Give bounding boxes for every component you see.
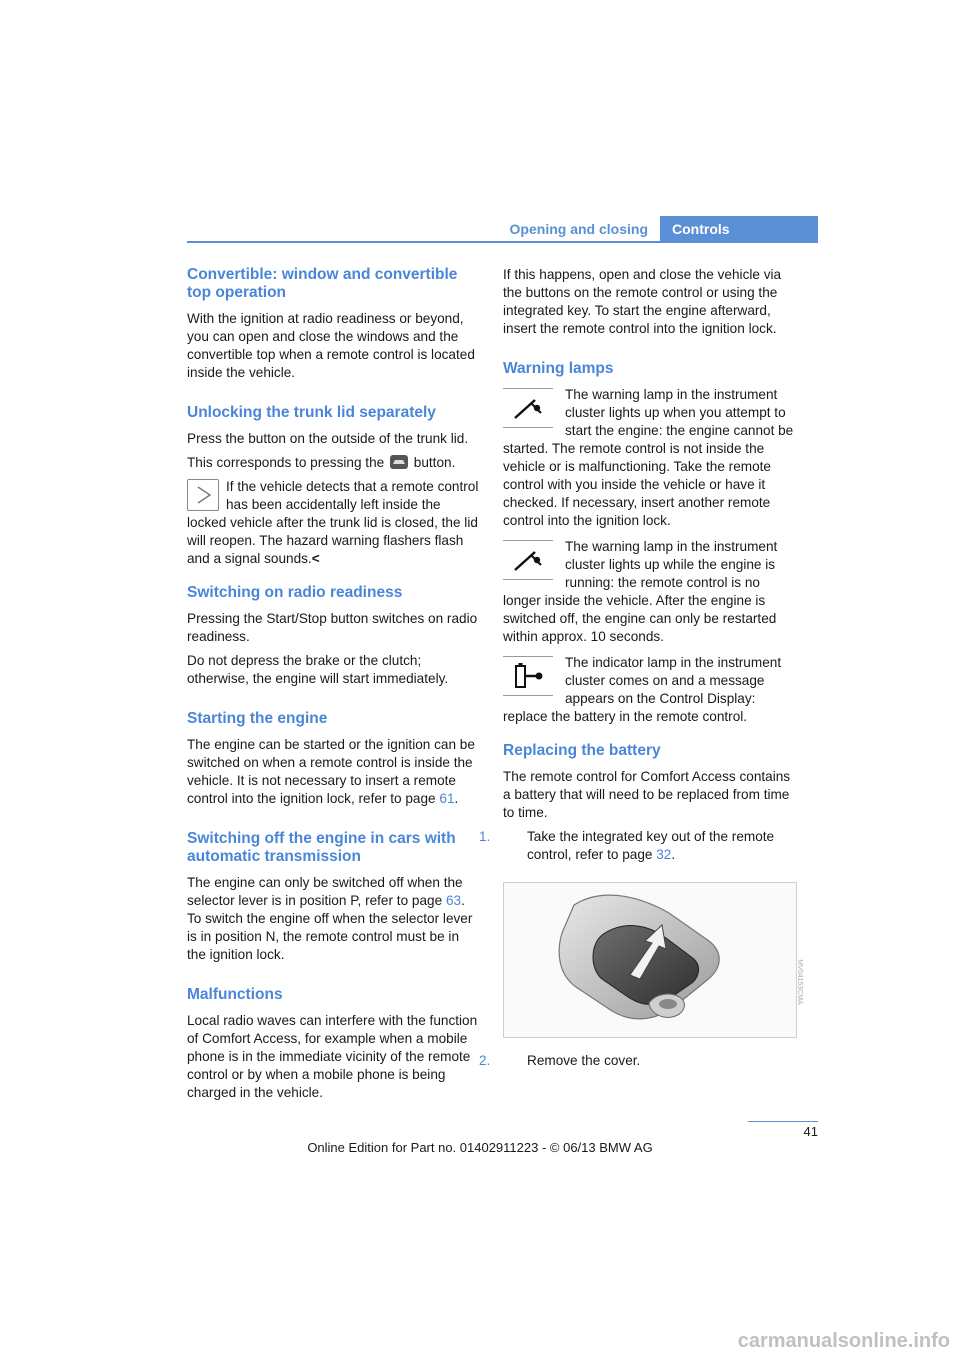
page-number: 41 [803,1124,818,1139]
text: . [671,847,676,862]
text: Remove the cover. [527,1053,641,1068]
site-watermark: carmanualsonline.info [737,1330,950,1352]
paragraph: Pressing the Start/Stop button switches on radio readiness. [187,611,478,644]
text: The engine can only be switched off when the selector lever is in position P, refer to page [187,875,463,908]
paragraph [187,736,479,808]
footer-text: Online Edition for Part no. 01402911223 - © 06/13 BMW AG [307,1140,653,1155]
header-section-label: Opening and closing [509,221,648,237]
heading-trunk-lid: Unlocking the trunk lid separately [187,404,436,421]
page-link[interactable]: 63 [445,893,462,908]
paragraph [187,454,479,472]
step-item [479,828,795,864]
step-item [479,1052,795,1070]
key-warning-icon [503,540,553,580]
image-id: MV04153CMA [796,959,804,1005]
key-battery-icon [503,656,553,696]
page-number-rule [748,1121,818,1122]
warning-text: The warning lamp in the instrument cluster lights up when you attempt to start the engine: the engine cannot be started. The remote control is not inside the vehicle or is malfunctioning. Take the remote control with you inside the vehicle or have it checked. If necessary, insert another remote control into the ignition lock. [503,387,794,528]
heading-starting-engine: Starting the engine [187,710,328,727]
paragraph: The remote control for Comfort Access contains a battery that will need to be replaced from time to time. [503,769,791,820]
step-number: 1. [479,829,491,844]
note-end-mark: < [311,551,320,566]
note-text: If the vehicle detects that a remote control has been accidentally left inside the locked vehicle after the trunk lid is closed, the lid will reopen. The hazard warning flashers flash and a signal sounds. [187,479,479,566]
text: Take the integrated key out of the remote control, refer to page [527,829,775,862]
heading-warning-lamps: Warning lamps [503,360,614,377]
heading-malfunctions: Malfunctions [187,986,283,1003]
paragraph: With the ignition at radio readiness or beyond, you can open and close the windows and the convertible top when a remote control is located inside the vehicle. [187,311,475,380]
text: . To switch the engine off when the selector lever is in position N, the remote control must be in the ignition lock. [187,893,473,962]
paragraph: Local radio waves can interfere with the function of Comfort Access, for example when a mobile phone is in the immediate vicinity of the remote control or by when a mobile phone is being charged in the vehicle. [187,1013,478,1100]
left-column [187,266,479,1108]
text: This corresponds to pressing the [187,455,385,470]
warning-lamp-item [503,654,795,726]
right-column [479,266,804,1076]
heading-switching-off: Switching off the engine in cars with automatic transmission [187,830,456,865]
heading-replacing-battery: Replacing the battery [503,742,661,759]
warning-text: The warning lamp in the instrument cluster lights up while the engine is running: the remote control is no longer inside the vehicle. After the engine is switched off, the engine can only be restarted within approx. 10 seconds. [503,539,778,644]
paragraph: Press the button on the outside of the trunk lid. [187,431,469,446]
page-link[interactable]: 32 [656,847,672,862]
note-block [187,478,479,568]
key-warning-icon [503,388,553,428]
heading-convertible: Convertible: window and convertible top operation [187,266,458,301]
remote-control-illustration [503,882,804,1038]
page-link[interactable]: 61 [439,791,455,806]
header-chapter-tab[interactable]: Controls [660,216,818,243]
paragraph: If this happens, open and close the vehicle via the buttons on the remote control or using the integrated key. To start the engine afterward, insert the remote control into the ignition lock. [503,267,782,336]
paragraph: Do not depress the brake or the clutch; otherwise, the engine will start immediately. [187,653,449,686]
text: The engine can be started or the ignition can be switched on when a remote control is inside the vehicle. It is not necessary to insert a remote control into the ignition lock, refer to page [187,737,475,806]
paragraph [187,874,479,964]
heading-radio-readiness: Switching on radio readiness [187,584,403,601]
text: . [454,791,459,806]
trunk-button-icon [390,455,408,469]
step-number: 2. [479,1053,491,1068]
warning-text: The indicator lamp in the instrument cluster comes on and a message appears on the Control Display: replace the battery in the remote control. [503,655,782,724]
note-triangle-icon [187,479,219,511]
text: button. [413,455,456,470]
warning-lamp-item [503,386,795,530]
warning-lamp-item [503,538,795,646]
